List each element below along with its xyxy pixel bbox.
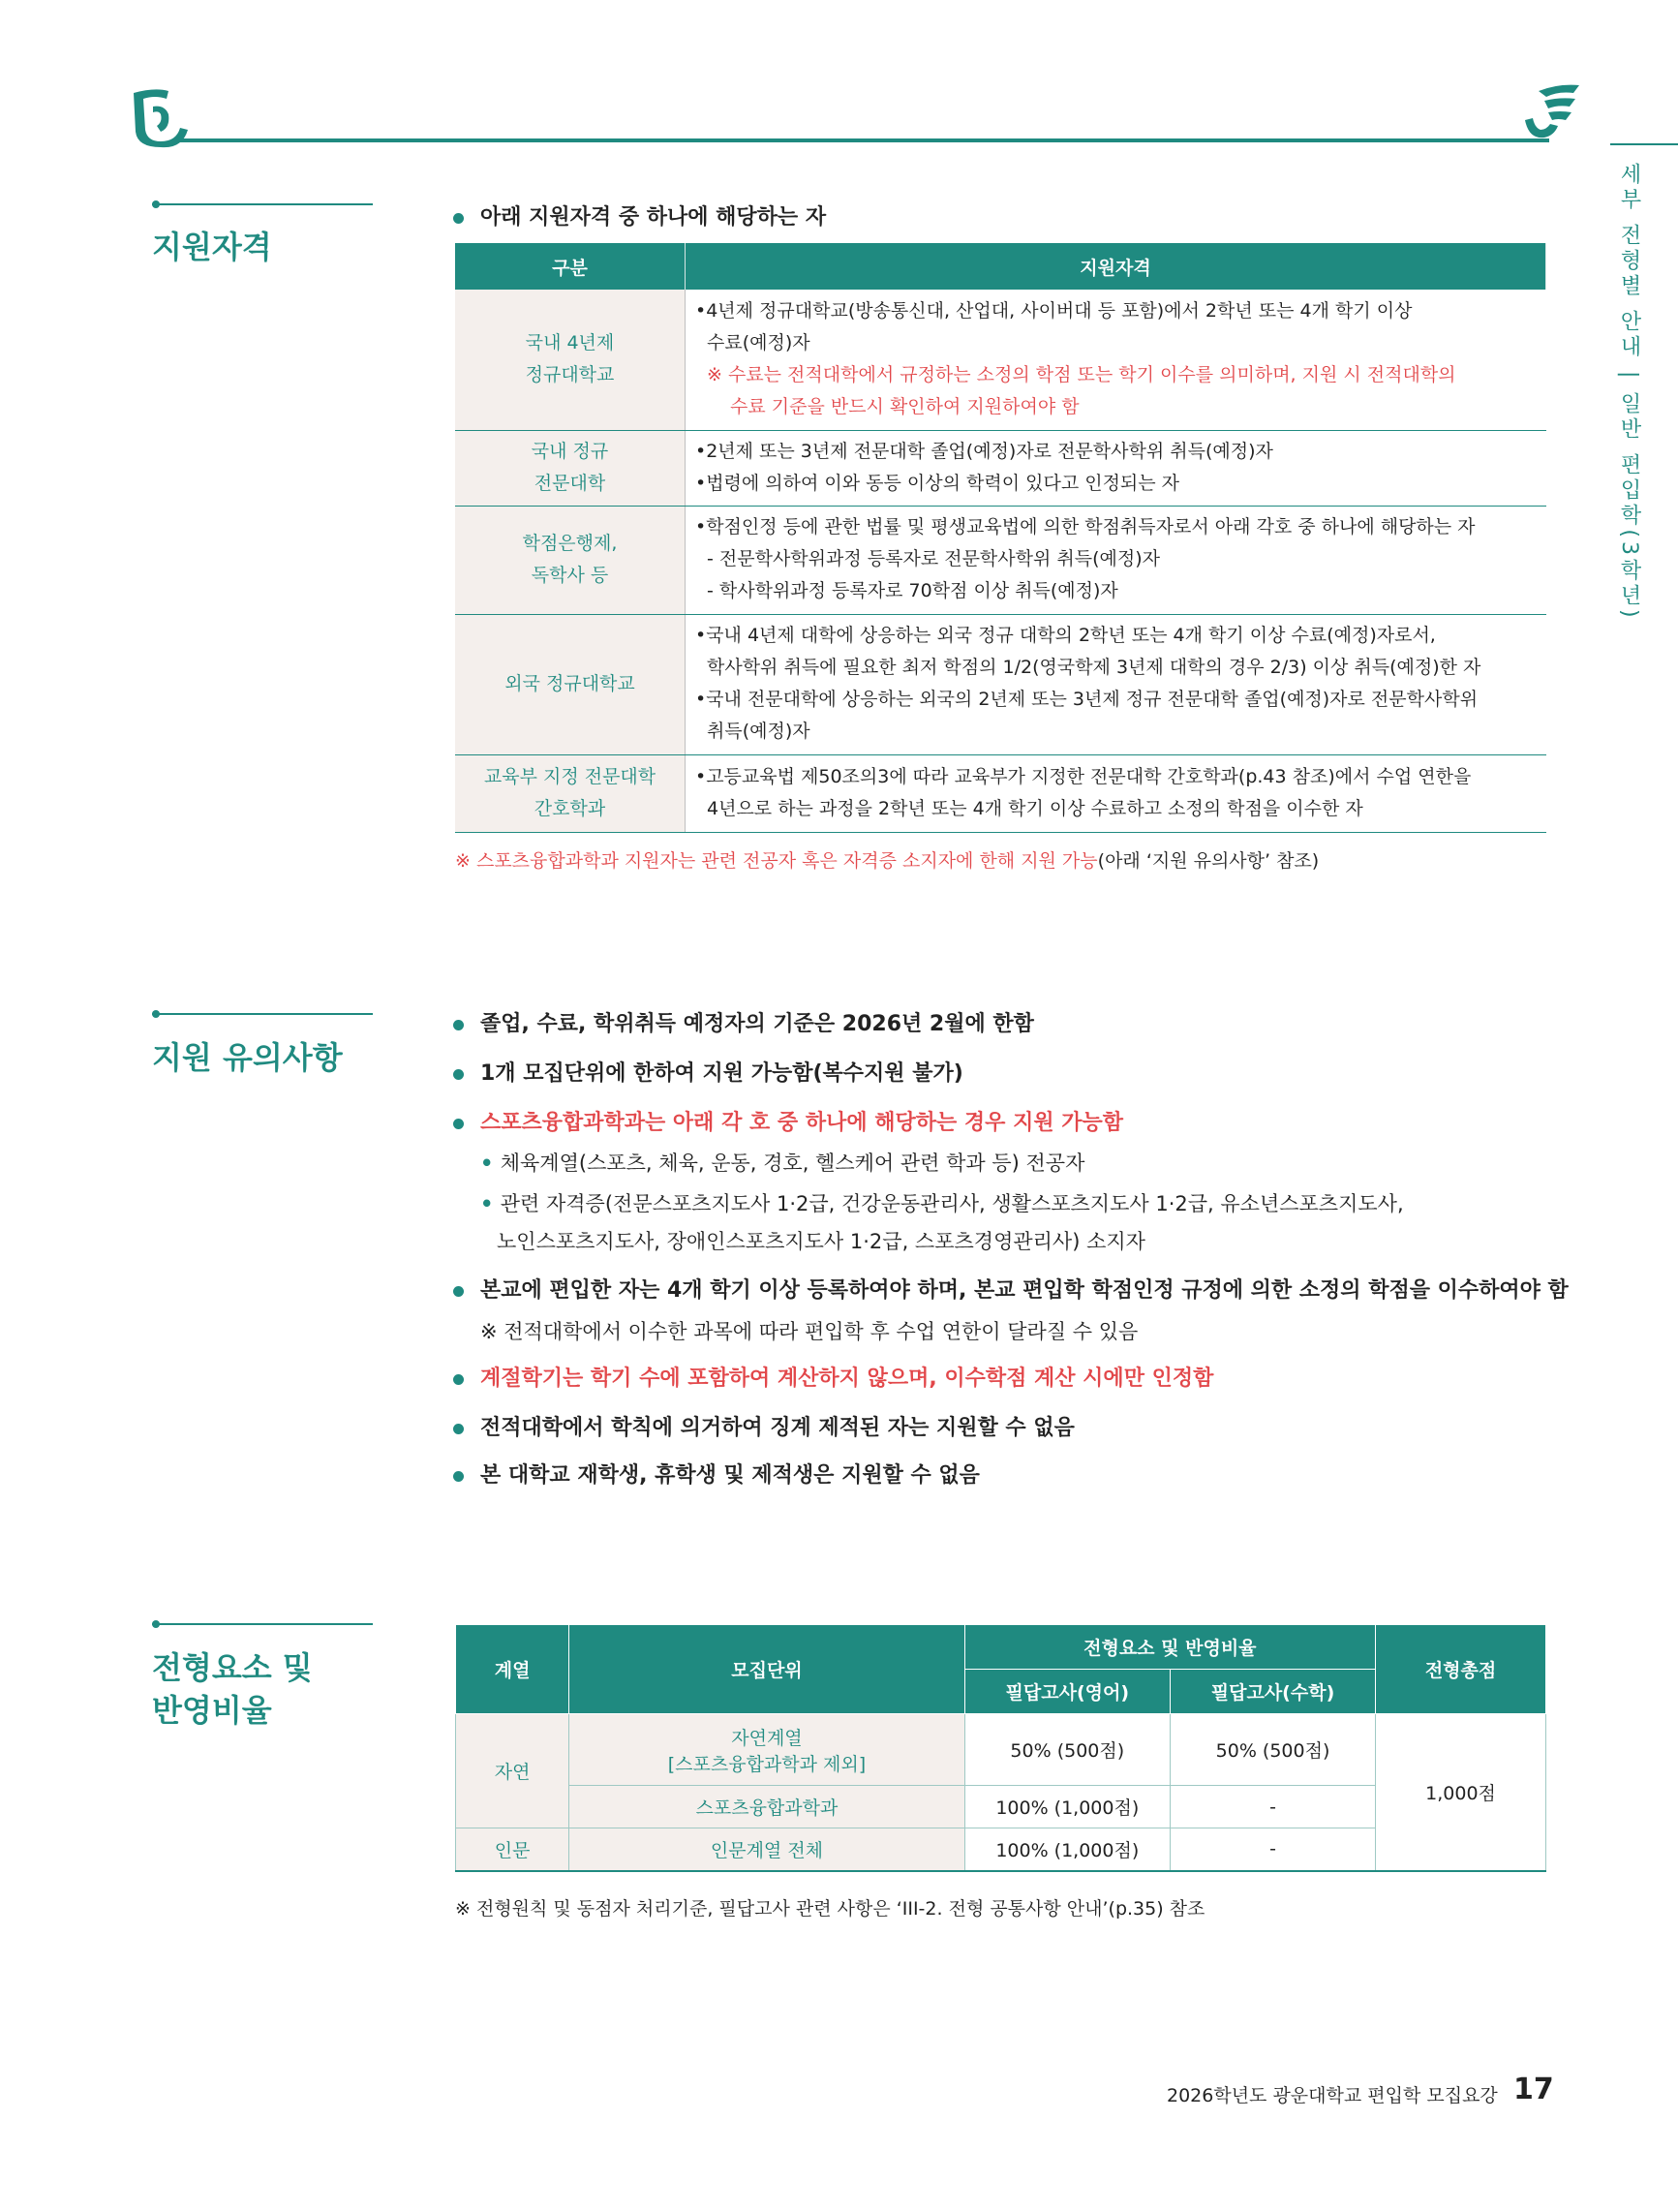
bullet-item: 본 대학교 재학생, 휴학생 및 제적생은 지원할 수 없음 bbox=[455, 1461, 980, 1490]
section-title-notes: 지원 유의사항 bbox=[152, 1039, 343, 1076]
sub-item-continuation: 노인스포츠지도사, 장애인스포츠지도사 1·2급, 스포츠경영관리사) 소지자 bbox=[497, 1230, 1145, 1253]
table-row bbox=[455, 754, 1546, 832]
group-cell: 인문 bbox=[456, 1828, 569, 1871]
row-category: 국내 정규 전문대학 bbox=[455, 430, 686, 506]
row-qualification: •국내 4년제 대학에 상응하는 외국 정규 대학의 2학년 또는 4개 학기 이상 수료(예정)자로서, 학사학위 취득에 필요한 최저 학점의 1/2(영국학제 3년제 대학의 경우 2/3) 이상 취득(예정)한 자 •국내 전문대학에 상응하는 외국의 2년제 또는 3년제 정규 전문대학 졸업(예정)자로 전문학사학위 취득(예정)자 bbox=[686, 614, 1546, 754]
bullet-item: 1개 모집단위에 한하여 지원 가능함(복수지원 불가) bbox=[455, 1060, 963, 1089]
bullet-item-highlight: 계절학기는 학기 수에 포함하여 계산하지 않으며, 이수학점 계산 시에만 인정함 bbox=[455, 1365, 1213, 1394]
eligibility-table bbox=[455, 243, 1546, 833]
bullet-note: ※ 전적대학에서 이수한 과목에 따라 편입학 후 수업 연한이 달라질 수 있음 bbox=[480, 1320, 1139, 1343]
header-category: 구분 bbox=[455, 243, 686, 290]
side-tab-label: 세부 전형별 안내 | 일반 편입학(3학년) bbox=[1617, 163, 1641, 622]
table-row bbox=[455, 614, 1546, 754]
row-qualification: •학점인정 등에 관한 법률 및 평생교육법에 의한 학점취득자로서 아래 각호 중 하나에 해당하는 자 - 전문학사학위과정 등록자로 전문학사학위 취득(예정)자 - 학사학위과정 등록자로 70학점 이상 취득(예정)자 bbox=[686, 506, 1546, 614]
bullet-item: 전적대학에서 학칙에 의거하여 징계 제적된 자는 지원할 수 없음 bbox=[455, 1414, 1075, 1443]
eng-cell: 100% (1,000점) bbox=[964, 1828, 1170, 1871]
ratio-note: ※ 전형원칙 및 동점자 처리기준, 필답고사 관련 사항은 ‘III-2. 전형 공통사항 안내’(p.35) 참조 bbox=[455, 1898, 1205, 1920]
bullet-item: 본교에 편입한 자는 4개 학기 이상 등록하여야 하며, 본교 편입학 학점인정 규정에 의한 소정의 학점을 이수하여야 함 bbox=[455, 1276, 1569, 1306]
header-total: 전형총점 bbox=[1376, 1625, 1546, 1714]
section-rule bbox=[152, 203, 373, 205]
section-title-eligibility: 지원자격 bbox=[152, 229, 272, 265]
unit-cell: 인문계열 전체 bbox=[569, 1828, 964, 1871]
page-number: 17 bbox=[1513, 2073, 1554, 2106]
bullet-item-highlight: 스포츠융합과학과는 아래 각 호 중 하나에 해당하는 경우 지원 가능함 bbox=[455, 1109, 1123, 1138]
header-unit: 모집단위 bbox=[569, 1625, 964, 1714]
footer-text: 2026학년도 광운대학교 편입학 모집요강 bbox=[1167, 2085, 1498, 2106]
row-qualification: •4년제 정규대학교(방송통신대, 산업대, 사이버대 등 포함)에서 2학년 또는 4개 학기 이상 수료(예정)자 ※ 수료는 전적대학에서 규정하는 소정의 학점 또는 학기 이수를 의미하며, 지원 시 전적대학의 수료 기준을 반드시 확인하여 지원하여야 함 bbox=[686, 290, 1546, 430]
table-row bbox=[455, 506, 1546, 614]
ratio-table bbox=[455, 1624, 1546, 1872]
row-qualification: •고등교육법 제50조의3에 따라 교육부가 지정한 전문대학 간호학과(p.43 참조)에서 수업 연한을 4년으로 하는 과정을 2학년 또는 4개 학기 이상 수료하고 소정의 학점을 이수한 자 bbox=[686, 754, 1546, 832]
header-group: 계열 bbox=[456, 1625, 569, 1714]
unit-cell: 자연계열 [스포츠융합과학과 제외] bbox=[569, 1714, 964, 1786]
bullet-item: 졸업, 수료, 학위취득 예정자의 기준은 2026년 2월에 한함 bbox=[455, 1010, 1034, 1039]
row-qualification: •2년제 또는 3년제 전문대학 졸업(예정)자로 전문학사학위 취득(예정)자 •법령에 의하여 이와 동등 이상의 학력이 있다고 인정되는 자 bbox=[686, 430, 1546, 506]
table-row bbox=[455, 430, 1546, 506]
side-tab-rule bbox=[1610, 143, 1678, 145]
row-category: 외국 정규대학교 bbox=[455, 614, 686, 754]
math-cell: - bbox=[1170, 1786, 1375, 1828]
header-eng: 필답고사(영어) bbox=[964, 1670, 1170, 1714]
math-cell: - bbox=[1170, 1828, 1375, 1871]
row-category: 국내 4년제 정규대학교 bbox=[455, 290, 686, 430]
sub-item: • 관련 자격증(전문스포츠지도사 1·2급, 건강운동관리사, 생활스포츠지도사 1·2급, 유소년스포츠지도사, bbox=[480, 1192, 1404, 1215]
section-rule bbox=[152, 1623, 373, 1625]
math-cell: 50% (500점) bbox=[1170, 1714, 1375, 1786]
table-row bbox=[456, 1714, 1546, 1786]
eng-cell: 50% (500점) bbox=[964, 1714, 1170, 1786]
total-cell: 1,000점 bbox=[1376, 1714, 1546, 1871]
right-emblem-icon bbox=[1515, 81, 1583, 145]
unit-cell: 스포츠융합과학과 bbox=[569, 1786, 964, 1828]
header-math: 필답고사(수학) bbox=[1170, 1670, 1375, 1714]
section-title-ratio: 전형요소 및 반영비율 bbox=[152, 1649, 313, 1729]
group-cell: 자연 bbox=[456, 1714, 569, 1828]
sub-item: • 체육계열(스포츠, 체육, 운동, 경호, 헬스케어 관련 학과 등) 전공자 bbox=[480, 1152, 1085, 1175]
header-elements: 전형요소 및 반영비율 bbox=[964, 1625, 1375, 1670]
header-rule bbox=[179, 138, 1549, 142]
section-rule bbox=[152, 1013, 373, 1015]
eligibility-note: ※ 스포츠융합과학과 지원자는 관련 전공자 혹은 자격증 소지자에 한해 지원 가능(아래 ‘지원 유의사항’ 참조) bbox=[455, 850, 1320, 872]
eng-cell: 100% (1,000점) bbox=[964, 1786, 1170, 1828]
bullet-lead: 아래 지원자격 중 하나에 해당하는 자 bbox=[455, 203, 826, 232]
header-eligibility: 지원자격 bbox=[686, 243, 1546, 290]
table-row bbox=[455, 290, 1546, 430]
row-category: 교육부 지정 전문대학 간호학과 bbox=[455, 754, 686, 832]
row-category: 학점은행제, 독학사 등 bbox=[455, 506, 686, 614]
